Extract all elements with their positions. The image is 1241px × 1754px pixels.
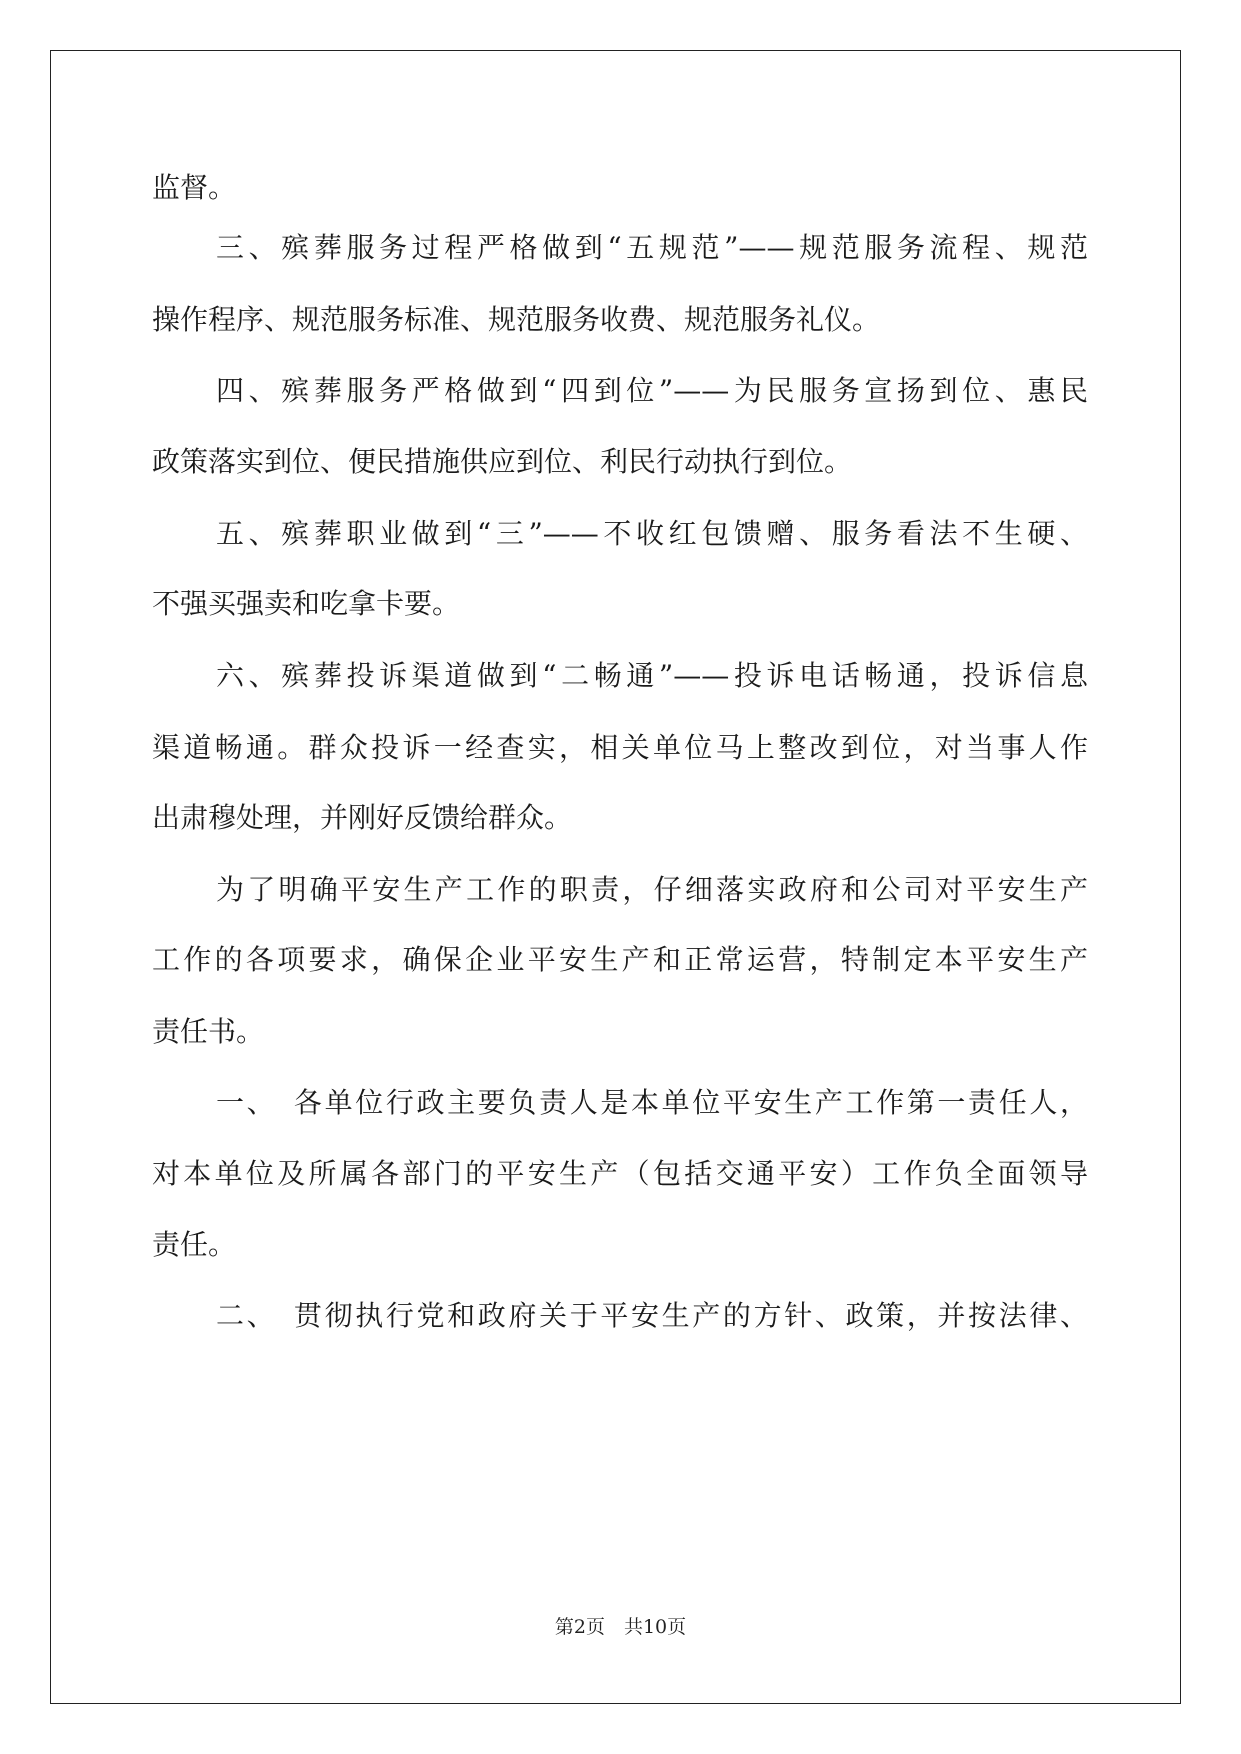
paragraph-line: 为了明确平安生产工作的职责，仔细落实政府和公司对平安生产 xyxy=(216,873,1088,906)
paragraph-line: 出肃穆处理，并刚好反馈给群众。 xyxy=(152,801,573,834)
paragraph-line: 责任。 xyxy=(152,1228,237,1261)
paragraph-line: 一、 各单位行政主要负责人是本单位平安生产工作第一责任人， xyxy=(216,1086,1088,1119)
paragraph-line: 四、殡葬服务严格做到“四到位”——为民服务宣扬到位、惠民 xyxy=(216,374,1088,407)
page-footer xyxy=(0,1612,1241,1639)
paragraph-line: 责任书。 xyxy=(152,1015,265,1048)
paragraph-line: 六、殡葬投诉渠道做到“二畅通”——投诉电话畅通，投诉信息 xyxy=(216,659,1088,692)
paragraph-line: 对本单位及所属各部门的平安生产（包括交通平安）工作负全面领导 xyxy=(152,1157,1088,1190)
paragraph-line: 三、殡葬服务过程严格做到“五规范”——规范服务流程、规范 xyxy=(216,231,1088,264)
paragraph-line: 操作程序、规范服务标准、规范服务收费、规范服务礼仪。 xyxy=(152,303,881,336)
page-number-label: 第2页 共10页 xyxy=(554,1616,687,1638)
paragraph-line: 工作的各项要求，确保企业平安生产和正常运营，特制定本平安生产 xyxy=(152,943,1088,976)
paragraph-line: 不强买强卖和吃拿卡要。 xyxy=(152,587,461,620)
paragraph-line: 渠道畅通。群众投诉一经查实，相关单位马上整改到位，对当事人作 xyxy=(152,731,1088,764)
paragraph-line: 二、 贯彻执行党和政府关于平安生产的方针、政策，并按法律、 xyxy=(216,1299,1088,1332)
paragraph-line: 监督。 xyxy=(152,171,237,204)
paragraph-line: 五、殡葬职业做到“三”——不收红包馈赠、服务看法不生硬、 xyxy=(216,517,1088,550)
paragraph-line: 政策落实到位、便民措施供应到位、利民行动执行到位。 xyxy=(152,445,853,478)
